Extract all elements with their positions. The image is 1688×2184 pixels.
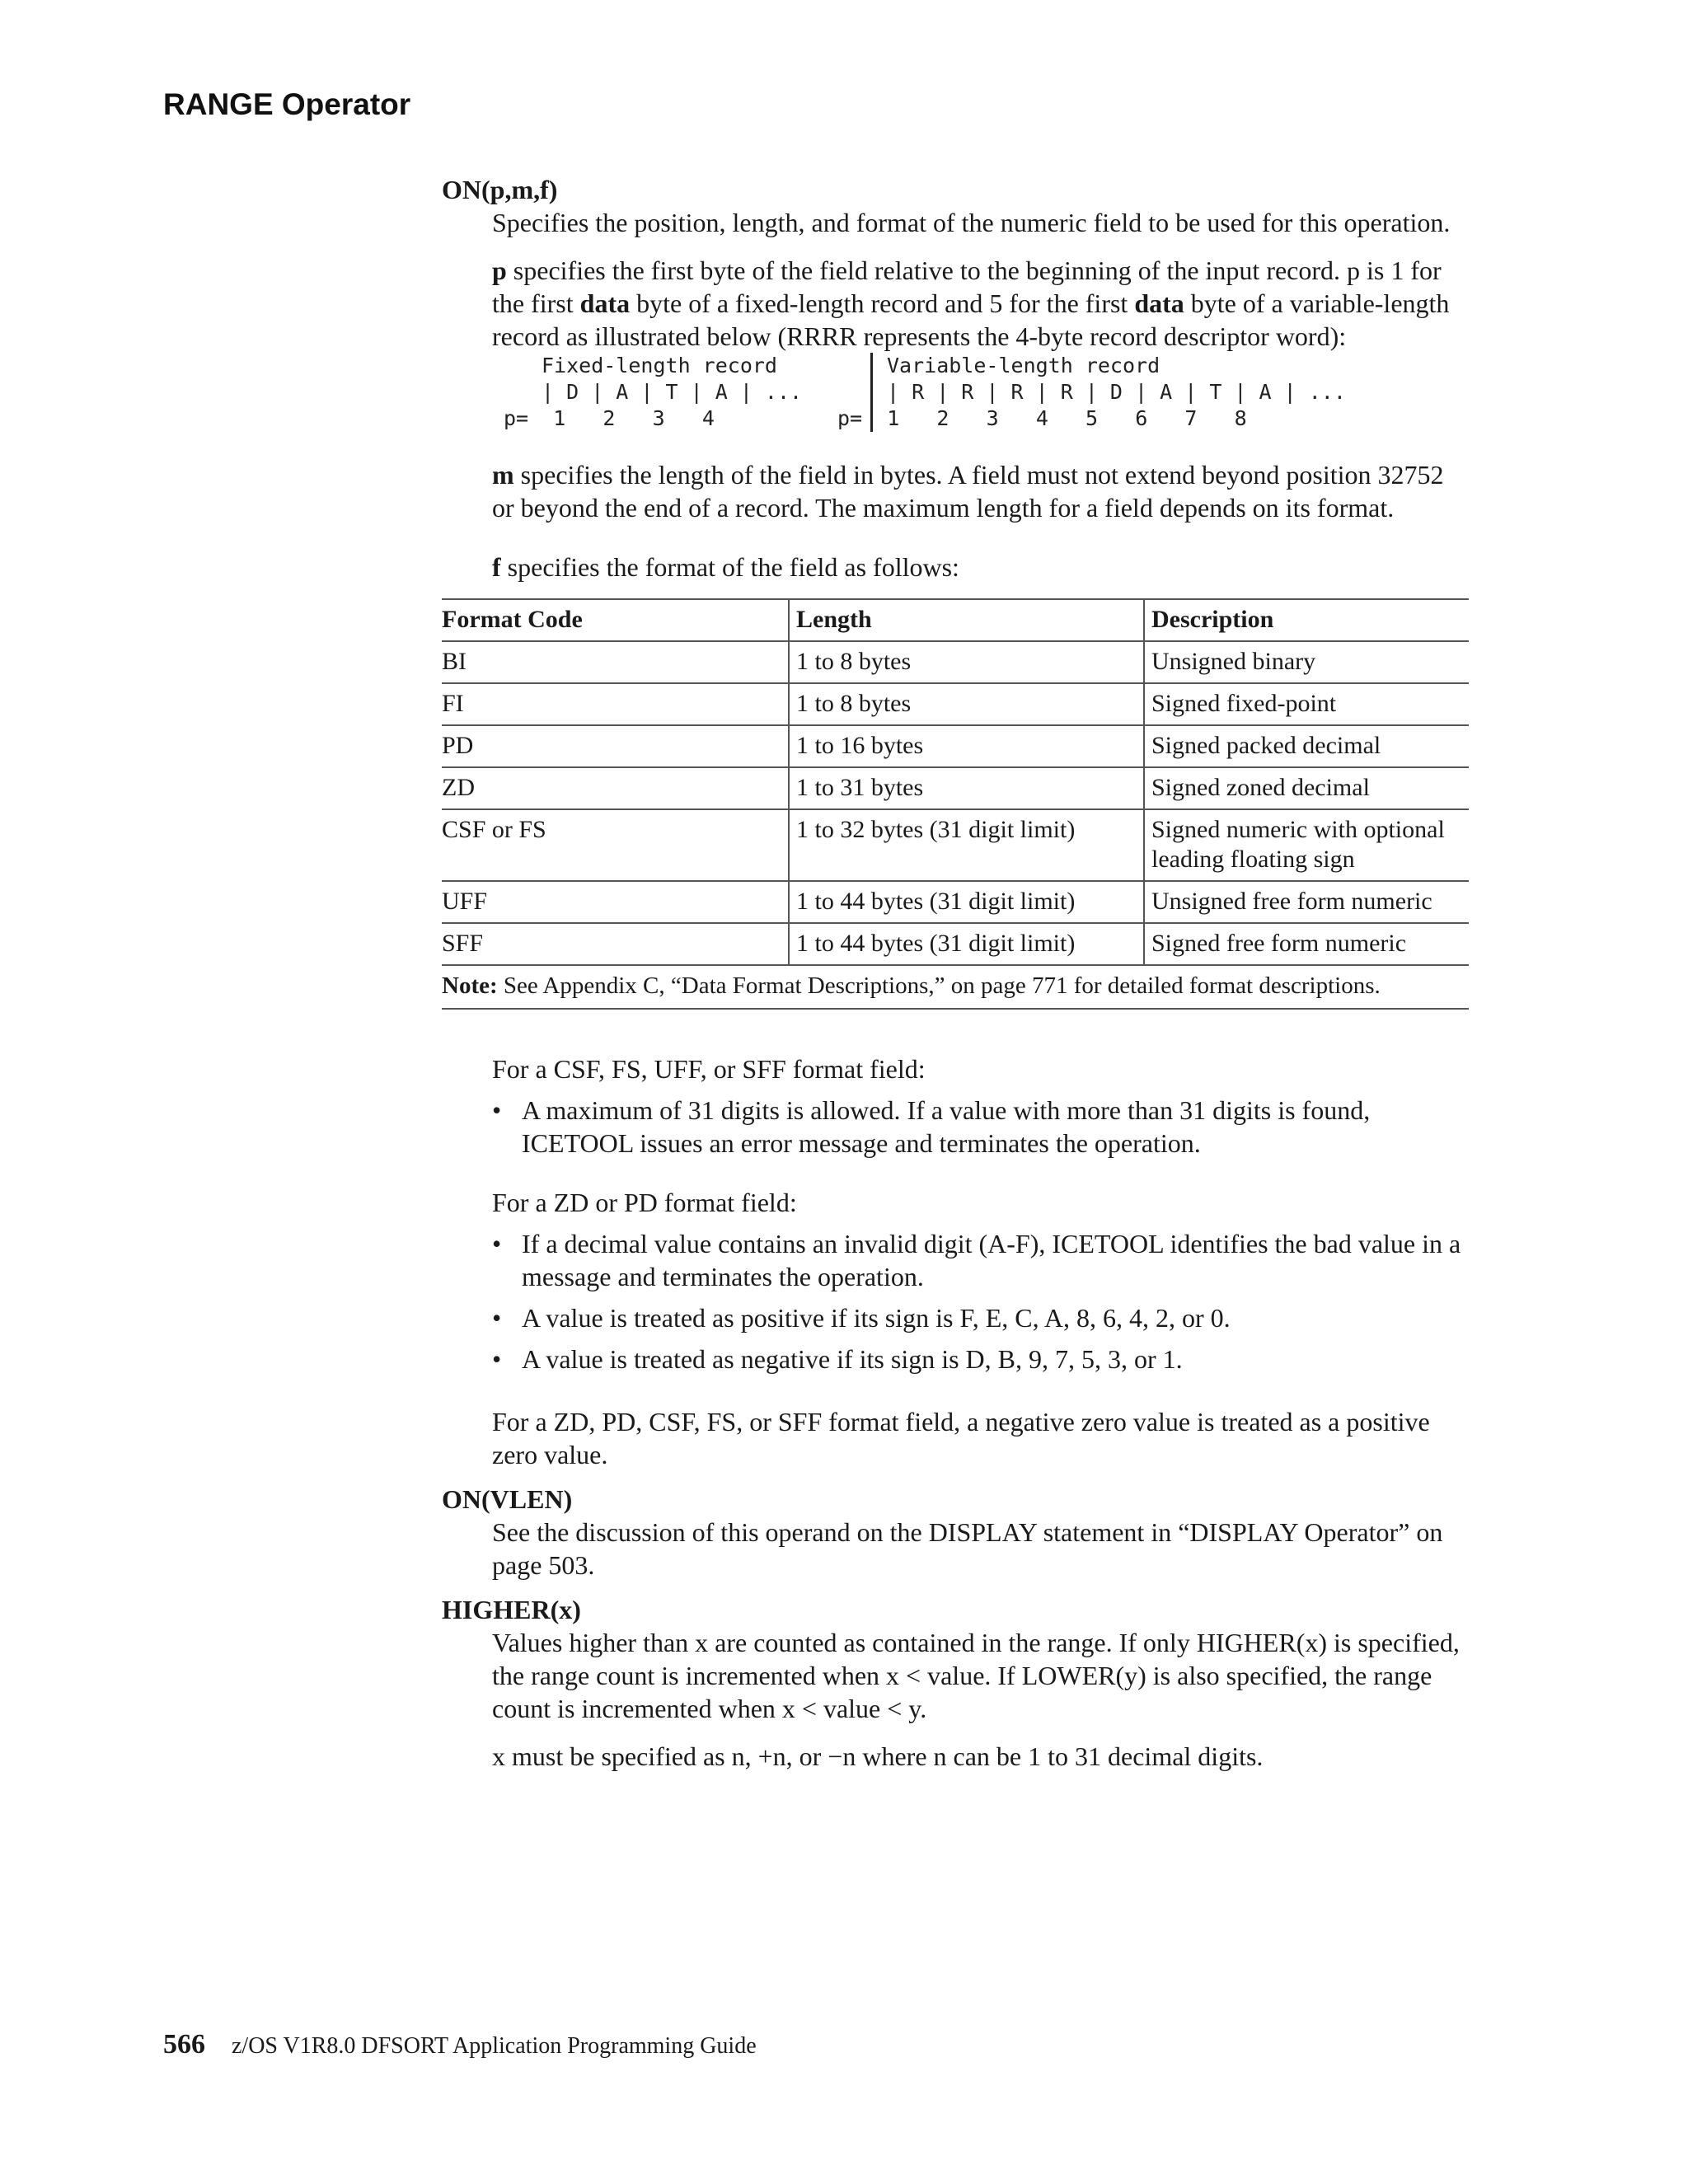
def-on-pmf xyxy=(492,206,1469,583)
variable-record-title: Variable-length record xyxy=(887,354,1160,377)
bullet-icon: • xyxy=(492,1303,502,1333)
note-text: See Appendix C, “Data Format Descriptions,” on page 771 for detailed format descriptions. xyxy=(503,972,1381,999)
def-on-pmf-continued xyxy=(492,1010,1469,1471)
variable-record-cells: | R | R | R | R | D | A | T | A | ... xyxy=(887,380,1346,404)
list-item xyxy=(492,1343,1469,1376)
record-diagram xyxy=(492,353,1469,432)
table-cell: Signed fixed-point xyxy=(1144,683,1469,725)
table-cell: PD xyxy=(442,725,789,767)
list-item-text: A value is treated as negative if its sign is D, B, 9, 7, 5, 3, or 1. xyxy=(522,1344,1183,1374)
table-row xyxy=(442,881,1469,923)
m-text: specifies the length of the field in bytes. A field must not extend beyond position 32752 or beyond the end of a record. The maximum length for a field depends on its format. xyxy=(492,460,1444,523)
list-item xyxy=(492,1227,1469,1293)
m-lead: m xyxy=(492,460,514,490)
term-on-pmf: ON(p,m,f) xyxy=(442,175,558,204)
table-cell: SFF xyxy=(442,923,789,965)
table-cell: Signed packed decimal xyxy=(1144,725,1469,767)
table-header-row xyxy=(442,599,1469,641)
table-row xyxy=(442,725,1469,767)
bullet-icon: • xyxy=(492,1344,502,1374)
running-head: RANGE Operator xyxy=(163,87,411,121)
p-data-2: data xyxy=(1134,288,1184,318)
table-cell: Signed zoned decimal xyxy=(1144,767,1469,809)
higher-text-2: x must be specified as n, +n, or −n where n can be 1 to 31 decimal digits. xyxy=(492,1741,1264,1771)
main-content xyxy=(442,173,1469,1773)
table-cell: 1 to 31 bytes xyxy=(789,767,1144,809)
table-cell: Unsigned free form numeric xyxy=(1144,881,1469,923)
p-description xyxy=(492,254,1469,353)
list-item-text: A maximum of 31 digits is allowed. If a value with more than 31 digits is found, ICETOOL issues an error message and terminates the operation. xyxy=(522,1095,1371,1158)
table-cell: FI xyxy=(442,683,789,725)
p-data-1: data xyxy=(579,288,631,318)
table-cell: Signed free form numeric xyxy=(1144,923,1469,965)
m-description xyxy=(492,458,1469,524)
on-pmf-intro: Specifies the position, length, and format of the numeric field to be used for this operation. xyxy=(492,208,1451,237)
list-item-text: If a decimal value contains an invalid digit (A-F), ICETOOL identifies the bad value in a message and terminates the operation. xyxy=(522,1229,1461,1291)
list-item xyxy=(492,1301,1469,1334)
table-header: Format Code xyxy=(442,599,789,641)
p-text-2: byte of a fixed-length record and 5 for the first xyxy=(630,288,1135,318)
table-row xyxy=(442,767,1469,809)
list-item-text: A value is treated as positive if its sign is F, E, C, A, 8, 6, 4, 2, or 0. xyxy=(522,1303,1231,1333)
csf-bullet-list xyxy=(492,1094,1469,1160)
negative-zero-text: For a ZD, PD, CSF, FS, or SFF format field, a negative zero value is treated as a positive zero value. xyxy=(492,1407,1430,1469)
note-label: Note: xyxy=(442,972,498,999)
table-note xyxy=(442,966,1469,1010)
page-footer xyxy=(163,2029,757,2060)
page-number: 566 xyxy=(163,2029,205,2060)
on-vlen-text: See the discussion of this operand on the DISPLAY statement in “DISPLAY Operator” on page 503. xyxy=(492,1517,1443,1580)
zd-intro: For a ZD or PD format field: xyxy=(492,1188,797,1217)
p-lead: p xyxy=(492,255,507,285)
f-description xyxy=(492,551,1469,583)
table-cell: Unsigned binary xyxy=(1144,641,1469,683)
table-row xyxy=(442,641,1469,683)
higher-text-1: Values higher than x are counted as contained in the range. If only HIGHER(x) is specified, the range count is incremented when x < value. If LOWER(y) is also specified, the range count is incremented when x < value < y. xyxy=(492,1628,1460,1723)
table-header: Length xyxy=(789,599,1144,641)
p-text-1: specifies the first byte of the field relative to the beginning of the input record. p is 1 for the first xyxy=(492,255,1442,318)
table-cell: 1 to 8 bytes xyxy=(789,683,1144,725)
table-cell: 1 to 16 bytes xyxy=(789,725,1144,767)
table-cell: Signed numeric with optional leading floating sign xyxy=(1144,809,1469,881)
table-row xyxy=(442,923,1469,965)
bullet-icon: • xyxy=(492,1095,502,1125)
book-title: z/OS V1R8.0 DFSORT Application Programming Guide xyxy=(232,2033,757,2059)
table-row xyxy=(442,809,1469,881)
list-item xyxy=(492,1094,1469,1160)
fixed-record-title: Fixed-length record xyxy=(542,354,777,377)
fixed-record-cells: | D | A | T | A | ... xyxy=(542,380,803,404)
variable-record-positions: p= 1 2 3 4 5 6 7 8 xyxy=(837,406,1247,430)
term-on-vlen: ON(VLEN) xyxy=(442,1484,573,1514)
table-cell: 1 to 44 bytes (31 digit limit) xyxy=(789,923,1144,965)
csf-intro: For a CSF, FS, UFF, or SFF format field: xyxy=(492,1054,926,1084)
f-text: specifies the format of the field as follows: xyxy=(500,552,959,582)
format-table xyxy=(442,598,1469,966)
table-cell: 1 to 44 bytes (31 digit limit) xyxy=(789,881,1144,923)
def-higher xyxy=(492,1626,1469,1773)
table-header: Description xyxy=(1144,599,1469,641)
table-cell: 1 to 32 bytes (31 digit limit) xyxy=(789,809,1144,881)
table-cell: BI xyxy=(442,641,789,683)
table-cell: CSF or FS xyxy=(442,809,789,881)
def-on-vlen xyxy=(492,1516,1469,1582)
table-row xyxy=(442,683,1469,725)
table-cell: 1 to 8 bytes xyxy=(789,641,1144,683)
p-text-3: byte of a variable-length record as illustrated below (RRRR represents the 4-byte record descriptor word): xyxy=(492,288,1450,351)
table-cell: UFF xyxy=(442,881,789,923)
fixed-record-positions: p= 1 2 3 4 xyxy=(504,406,715,430)
term-higher: HIGHER(x) xyxy=(442,1595,581,1624)
table-cell: ZD xyxy=(442,767,789,809)
zd-bullet-list xyxy=(492,1227,1469,1376)
f-lead: f xyxy=(492,552,501,582)
bullet-icon: • xyxy=(492,1229,502,1258)
